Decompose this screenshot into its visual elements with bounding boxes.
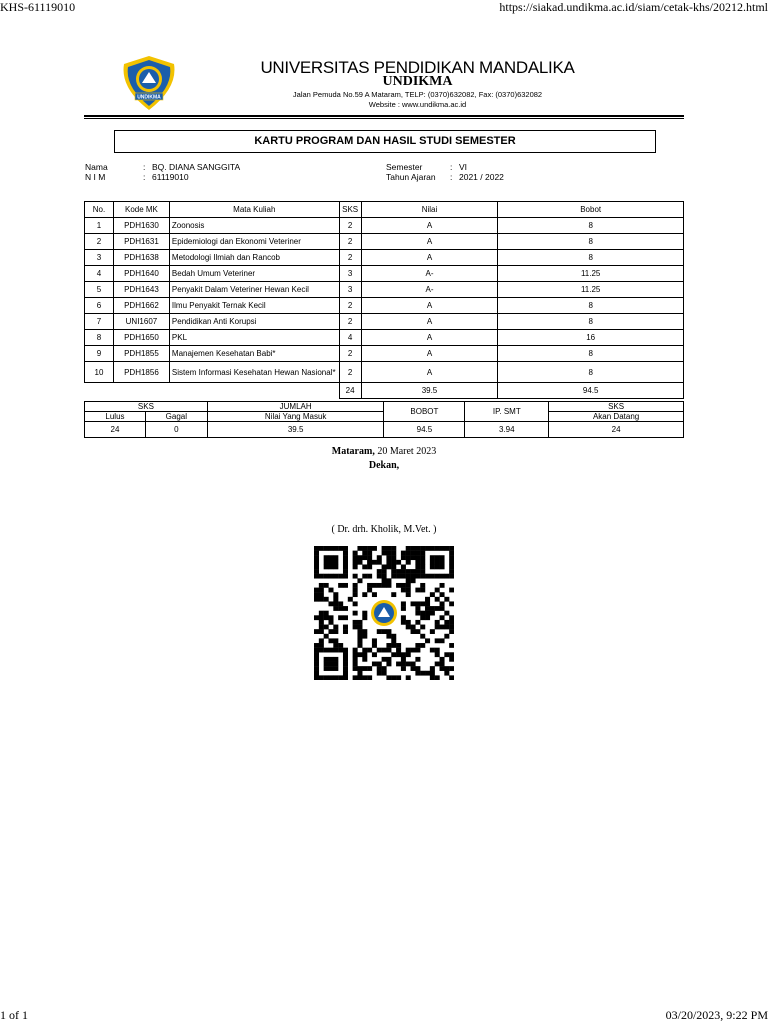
courses-table xyxy=(84,201,684,399)
course-kode: PDH1650 xyxy=(113,330,169,346)
course-kode: PDH1662 xyxy=(113,298,169,314)
course-kode: PDH1643 xyxy=(113,282,169,298)
course-mk: PKL xyxy=(169,330,339,346)
courses-header-row xyxy=(85,202,684,218)
course-row xyxy=(85,362,684,383)
course-kode: PDH1855 xyxy=(113,346,169,362)
course-nilai: A xyxy=(361,234,498,250)
course-row xyxy=(85,314,684,330)
summary-ip-value: 3.94 xyxy=(465,422,549,438)
semester-label: Semester xyxy=(386,162,423,172)
course-kode: PDH1630 xyxy=(113,218,169,234)
logo-text: UNDIKMA xyxy=(137,94,161,101)
summary-jumlah: JUMLAH xyxy=(207,402,384,412)
header-bobot: Bobot xyxy=(498,202,684,218)
course-mk: Zoonosis xyxy=(169,218,339,234)
course-row xyxy=(85,298,684,314)
summary-header-row-1 xyxy=(85,402,684,412)
course-kode: PDH1638 xyxy=(113,250,169,266)
course-bobot: 16 xyxy=(498,330,684,346)
sign-position: Dekan, xyxy=(368,460,400,471)
header-mk: Mata Kuliah xyxy=(169,202,339,218)
course-no: 9 xyxy=(85,346,114,362)
nama-colon: : xyxy=(143,162,146,172)
course-nilai: A xyxy=(361,218,498,234)
course-no: 10 xyxy=(85,362,114,383)
course-bobot: 8 xyxy=(498,234,684,250)
course-mk: Penyakit Dalam Veteriner Hewan Kecil xyxy=(169,282,339,298)
course-sks: 4 xyxy=(339,330,361,346)
total-nilai: 39.5 xyxy=(361,383,498,399)
course-mk: Metodologi Ilmiah dan Rancob xyxy=(169,250,339,266)
course-sks: 2 xyxy=(339,298,361,314)
summary-nilai-masuk-header: Nilai Yang Masuk xyxy=(207,412,384,422)
header-no: No. xyxy=(85,202,114,218)
university-website: Website : www.undikma.ac.id xyxy=(368,100,467,109)
qr-code-icon xyxy=(314,546,454,680)
course-kode: PDH1640 xyxy=(113,266,169,282)
course-no: 4 xyxy=(85,266,114,282)
course-bobot: 8 xyxy=(498,346,684,362)
summary-nilai-masuk-value: 39.5 xyxy=(207,422,384,438)
header-rule-thin xyxy=(84,118,684,119)
course-row xyxy=(85,330,684,346)
tahun-value: 2021 / 2022 xyxy=(459,172,504,182)
document-title: KARTU PROGRAM DAN HASIL STUDI SEMESTER xyxy=(114,130,656,153)
course-row xyxy=(85,218,684,234)
university-logo-icon xyxy=(118,54,180,112)
nim-value: 61119010 xyxy=(152,172,189,182)
course-sks: 2 xyxy=(339,362,361,383)
course-nilai: A- xyxy=(361,282,498,298)
nama-label: Nama xyxy=(85,162,108,172)
course-mk: Epidemiologi dan Ekonomi Veteriner xyxy=(169,234,339,250)
semester-colon: : xyxy=(450,162,453,172)
course-nilai: A- xyxy=(361,266,498,282)
summary-lulus-header: Lulus xyxy=(85,412,146,422)
total-sks: 24 xyxy=(339,383,361,399)
course-nilai: A xyxy=(361,314,498,330)
course-sks: 2 xyxy=(339,218,361,234)
course-no: 5 xyxy=(85,282,114,298)
summary-lulus-value: 24 xyxy=(85,422,146,438)
course-kode: PDH1856 xyxy=(113,362,169,383)
course-bobot: 8 xyxy=(498,298,684,314)
course-mk: Manajemen Kesehatan Babi* xyxy=(169,346,339,362)
nim-colon: : xyxy=(143,172,146,182)
course-row xyxy=(85,234,684,250)
course-row xyxy=(85,346,684,362)
course-no: 2 xyxy=(85,234,114,250)
university-name: UNIVERSITAS PENDIDIKAN MANDALIKA xyxy=(260,58,575,77)
sign-name: ( Dr. drh. Kholik, M.Vet. ) xyxy=(331,524,437,535)
totals-row xyxy=(85,383,684,399)
header-sks: SKS xyxy=(339,202,361,218)
course-sks: 2 xyxy=(339,314,361,330)
course-no: 3 xyxy=(85,250,114,266)
course-bobot: 8 xyxy=(498,218,684,234)
course-no: 7 xyxy=(85,314,114,330)
totals-spacer xyxy=(85,383,340,399)
tahun-colon: : xyxy=(450,172,453,182)
semester-value: VI xyxy=(459,162,468,172)
course-sks: 3 xyxy=(339,282,361,298)
summary-gagal-header: Gagal xyxy=(145,412,207,422)
header-kode: Kode MK xyxy=(113,202,169,218)
university-abbr: UNDIKMA xyxy=(382,74,453,89)
course-kode: UNI1607 xyxy=(113,314,169,330)
summary-sks-header-2: SKS xyxy=(549,402,684,412)
course-kode: PDH1631 xyxy=(113,234,169,250)
course-nilai: A xyxy=(361,362,498,383)
header-nilai: Nilai xyxy=(361,202,498,218)
course-row xyxy=(85,282,684,298)
course-bobot: 8 xyxy=(498,250,684,266)
summary-akan-datang-value: 24 xyxy=(549,422,684,438)
sign-place: Mataram, xyxy=(331,446,375,457)
summary-values-row xyxy=(85,422,684,438)
summary-ip-header: IP. SMT xyxy=(465,402,549,422)
sign-place-date xyxy=(0,446,768,457)
course-mk: Pendidikan Anti Korupsi xyxy=(169,314,339,330)
course-no: 6 xyxy=(85,298,114,314)
course-bobot: 11.25 xyxy=(498,282,684,298)
nim-label: N I M xyxy=(85,172,106,182)
summary-akan-datang-header: Akan Datang xyxy=(549,412,684,422)
print-header-url: https://siakad.undikma.ac.id/siam/cetak-khs/20212.html xyxy=(499,0,768,14)
summary-gagal-value: 0 xyxy=(145,422,207,438)
course-no: 8 xyxy=(85,330,114,346)
course-bobot: 8 xyxy=(498,314,684,330)
print-header-title: KHS-61119010 xyxy=(0,0,76,14)
nama-value: BQ. DIANA SANGGITA xyxy=(152,162,241,172)
course-sks: 2 xyxy=(339,346,361,362)
summary-bobot-header: BOBOT xyxy=(384,402,465,422)
tahun-label: Tahun Ajaran xyxy=(386,172,436,182)
summary-table xyxy=(84,401,684,438)
course-mk: Bedah Umum Veteriner xyxy=(169,266,339,282)
course-nilai: A xyxy=(361,330,498,346)
course-bobot: 8 xyxy=(498,362,684,383)
print-footer-datetime: 03/20/2023, 9:22 PM xyxy=(665,1008,768,1022)
course-mk: Sistem Informasi Kesehatan Hewan Nasional* xyxy=(169,362,339,383)
summary-bobot-value: 94.5 xyxy=(384,422,465,438)
university-address: Jalan Pemuda No.59 A Mataram, TELP: (0370)632082, Fax: (0370)632082 xyxy=(292,90,543,99)
course-no: 1 xyxy=(85,218,114,234)
course-row xyxy=(85,266,684,282)
course-sks: 3 xyxy=(339,266,361,282)
course-row xyxy=(85,250,684,266)
header-rule-thick xyxy=(84,115,684,117)
course-nilai: A xyxy=(361,250,498,266)
summary-sks-header: SKS xyxy=(85,402,208,412)
course-nilai: A xyxy=(361,346,498,362)
course-bobot: 11.25 xyxy=(498,266,684,282)
sign-date: 20 Maret 2023 xyxy=(377,446,437,457)
print-footer-page: 1 of 1 xyxy=(0,1008,28,1022)
course-sks: 2 xyxy=(339,234,361,250)
course-mk: Ilmu Penyakit Ternak Kecil xyxy=(169,298,339,314)
total-bobot: 94.5 xyxy=(498,383,684,399)
course-nilai: A xyxy=(361,298,498,314)
course-sks: 2 xyxy=(339,250,361,266)
